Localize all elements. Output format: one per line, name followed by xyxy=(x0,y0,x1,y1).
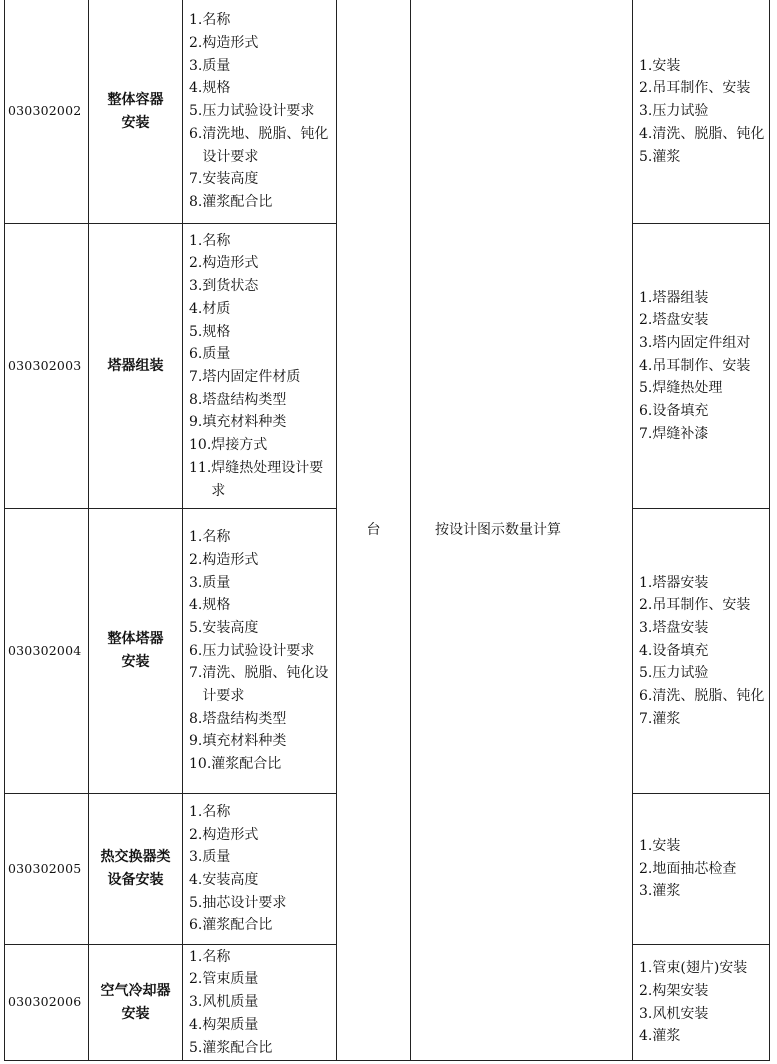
feature-text: 规格 xyxy=(202,80,231,97)
work-number: 2. xyxy=(639,860,653,877)
work-item xyxy=(639,1025,765,1048)
feature-item xyxy=(189,662,332,707)
work-number: 7. xyxy=(639,710,653,727)
feature-text: 规格 xyxy=(202,597,231,614)
feature-number: 1. xyxy=(189,232,203,249)
feature-text: 压力试验设计要求 xyxy=(202,642,315,659)
feature-number: 8. xyxy=(189,193,203,210)
work-text: 地面抽芯检查 xyxy=(652,860,737,877)
feature-number: 1. xyxy=(189,948,203,965)
feature-number: 3. xyxy=(189,994,203,1011)
item-name xyxy=(89,0,183,224)
feature-text: 名称 xyxy=(202,232,231,249)
feature-text: 构造形式 xyxy=(202,551,259,568)
work-text: 压力试验 xyxy=(652,665,709,682)
work-text: 清洗、脱脂、钝化 xyxy=(652,688,765,705)
item-features xyxy=(183,0,337,224)
item-name-line: 整体容器 xyxy=(107,91,164,108)
work-text: 焊缝补漆 xyxy=(652,425,709,442)
feature-number: 5. xyxy=(189,323,203,340)
feature-item xyxy=(189,457,332,502)
feature-item xyxy=(189,321,332,344)
item-code: 030302004 xyxy=(5,509,89,794)
work-number: 1. xyxy=(639,837,653,854)
feature-item xyxy=(189,366,332,389)
feature-text: 安装高度 xyxy=(202,619,259,636)
work-text: 塔盘安装 xyxy=(652,619,709,636)
feature-number: 9. xyxy=(189,733,203,750)
work-text: 灌浆 xyxy=(652,710,681,727)
work-item xyxy=(639,423,765,446)
work-item xyxy=(639,77,765,100)
feature-number: 1. xyxy=(189,803,203,820)
work-number: 3. xyxy=(639,883,653,900)
work-number: 4. xyxy=(639,125,653,142)
feature-item xyxy=(189,298,332,321)
feature-number: 1. xyxy=(189,12,203,29)
feature-text: 灌浆配合比 xyxy=(202,193,273,210)
item-code: 030302005 xyxy=(5,794,89,945)
feature-item xyxy=(189,968,332,991)
feature-item xyxy=(189,191,332,214)
item-features xyxy=(183,224,337,509)
feature-number: 2. xyxy=(189,971,203,988)
feature-item xyxy=(189,230,332,253)
work-text: 压力试验 xyxy=(652,103,709,120)
feature-text: 焊缝热处理设计要求 xyxy=(211,459,324,499)
feature-item xyxy=(189,100,332,123)
work-number: 5. xyxy=(639,665,653,682)
feature-number: 2. xyxy=(189,35,203,52)
feature-item xyxy=(189,549,332,572)
work-number: 1. xyxy=(639,574,653,591)
work-text: 塔器组装 xyxy=(652,289,709,306)
item-name-line: 空气冷却器 xyxy=(100,982,171,999)
feature-number: 7. xyxy=(189,171,203,188)
feature-number: 2. xyxy=(189,826,203,843)
feature-number: 5. xyxy=(189,1039,203,1056)
work-item xyxy=(639,835,765,858)
work-item xyxy=(639,309,765,332)
feature-number: 9. xyxy=(189,414,203,431)
feature-text: 填充材料种类 xyxy=(202,414,287,431)
work-number: 3. xyxy=(639,334,653,351)
feature-text: 材质 xyxy=(202,300,231,317)
feature-text: 安装高度 xyxy=(202,171,259,188)
feature-text: 塔内固定件材质 xyxy=(202,369,301,385)
feature-number: 7. xyxy=(189,369,203,385)
feature-item xyxy=(189,123,332,168)
work-number: 5. xyxy=(639,148,653,165)
item-name-line: 热交换器类 xyxy=(100,849,171,865)
work-text: 吊耳制作、安装 xyxy=(652,357,751,374)
work-text: 风机安装 xyxy=(652,1005,709,1022)
item-features xyxy=(183,945,337,1061)
feature-number: 6. xyxy=(189,346,203,363)
work-item xyxy=(639,146,765,169)
feature-item xyxy=(189,32,332,55)
feature-item xyxy=(189,434,332,457)
item-name xyxy=(89,224,183,509)
feature-item xyxy=(189,946,332,969)
feature-number: 4. xyxy=(189,872,203,888)
work-number: 2. xyxy=(639,597,653,614)
feature-number: 4. xyxy=(189,1016,203,1033)
feature-text: 质量 xyxy=(202,849,231,866)
work-text: 清洗、脱脂、钝化 xyxy=(652,125,765,142)
feature-text: 名称 xyxy=(202,529,231,546)
feature-text: 塔盘结构类型 xyxy=(202,391,287,408)
feature-item xyxy=(189,168,332,191)
work-number: 2. xyxy=(639,982,653,999)
work-item xyxy=(639,640,765,663)
work-number: 5. xyxy=(639,380,653,397)
feature-item xyxy=(189,846,332,869)
feature-number: 7. xyxy=(189,665,203,682)
work-item xyxy=(639,594,765,617)
feature-number: 11. xyxy=(189,459,212,476)
work-text: 吊耳制作、安装 xyxy=(652,80,751,97)
work-text: 灌浆 xyxy=(652,148,681,165)
feature-text: 构造形式 xyxy=(202,826,259,843)
feature-number: 6. xyxy=(189,917,203,934)
work-content xyxy=(633,224,770,509)
item-name-line: 安装 xyxy=(121,114,150,131)
work-number: 6. xyxy=(639,688,653,705)
item-name-line: 安装 xyxy=(121,654,150,670)
work-item xyxy=(639,617,765,640)
item-code: 030302006 xyxy=(5,945,89,1061)
feature-number: 8. xyxy=(189,710,203,727)
item-code: 030302002 xyxy=(5,0,89,224)
work-number: 4. xyxy=(639,642,653,659)
feature-item xyxy=(189,1014,332,1037)
work-content xyxy=(633,509,770,794)
feature-text: 灌浆配合比 xyxy=(202,1039,273,1056)
work-text: 焊缝热处理 xyxy=(652,380,723,397)
work-text: 塔盘安装 xyxy=(652,312,709,329)
work-number: 1. xyxy=(639,960,653,977)
table-body xyxy=(5,0,770,1061)
work-item xyxy=(639,55,765,78)
work-text: 灌浆 xyxy=(652,1028,681,1045)
work-item xyxy=(639,957,765,980)
quantity-calculation-rule: 按设计图示数量计算 xyxy=(411,0,633,1061)
feature-number: 4. xyxy=(189,597,203,614)
feature-text: 到货状态 xyxy=(202,278,259,295)
work-text: 塔器安装 xyxy=(652,574,709,591)
item-name xyxy=(89,794,183,945)
feature-number: 3. xyxy=(189,849,203,866)
work-text: 安装 xyxy=(652,837,681,854)
feature-text: 清洗、脱脂、钝化设计要求 xyxy=(202,665,329,705)
feature-number: 10. xyxy=(189,437,212,454)
feature-text: 名称 xyxy=(202,12,231,29)
work-text: 设备填充 xyxy=(652,403,709,420)
work-item xyxy=(639,572,765,595)
feature-text: 质量 xyxy=(202,574,231,591)
feature-item xyxy=(189,526,332,549)
feature-number: 5. xyxy=(189,103,203,120)
feature-item xyxy=(189,824,332,847)
feature-item xyxy=(189,55,332,78)
work-text: 吊耳制作、安装 xyxy=(652,597,751,614)
work-number: 4. xyxy=(639,357,653,374)
feature-item xyxy=(189,991,332,1014)
feature-item xyxy=(189,801,332,824)
work-item xyxy=(639,100,765,123)
work-content xyxy=(633,945,770,1061)
feature-number: 1. xyxy=(189,529,203,546)
item-features xyxy=(183,794,337,945)
feature-item xyxy=(189,572,332,595)
work-item xyxy=(639,377,765,400)
feature-item xyxy=(189,730,332,753)
feature-text: 质量 xyxy=(202,346,231,363)
item-features xyxy=(183,509,337,794)
feature-number: 6. xyxy=(189,642,203,659)
work-text: 灌浆 xyxy=(652,883,681,900)
work-text: 管束(翅片)安装 xyxy=(652,960,748,977)
measurement-unit: 台 xyxy=(337,0,411,1061)
table-row xyxy=(5,0,770,224)
feature-text: 清洗地、脱脂、钝化设计要求 xyxy=(202,125,329,165)
work-content xyxy=(633,794,770,945)
feature-number: 6. xyxy=(189,125,203,142)
work-number: 4. xyxy=(639,1028,653,1045)
work-item xyxy=(639,662,765,685)
work-item xyxy=(639,123,765,146)
feature-number: 5. xyxy=(189,619,203,636)
work-item xyxy=(639,400,765,423)
feature-number: 3. xyxy=(189,57,203,74)
feature-item xyxy=(189,708,332,731)
item-name-line: 塔器组装 xyxy=(107,357,164,374)
feature-text: 填充材料种类 xyxy=(202,733,287,750)
feature-text: 名称 xyxy=(202,948,231,965)
work-text: 设备填充 xyxy=(652,642,709,659)
work-item xyxy=(639,1003,765,1026)
feature-text: 构造形式 xyxy=(202,35,259,52)
work-text: 构架安装 xyxy=(652,982,709,999)
item-name-line: 设备安装 xyxy=(107,872,164,888)
work-item xyxy=(639,880,765,903)
feature-item xyxy=(189,275,332,298)
feature-text: 构造形式 xyxy=(202,255,259,272)
work-number: 1. xyxy=(639,289,653,306)
feature-number: 4. xyxy=(189,80,203,97)
feature-number: 2. xyxy=(189,551,203,568)
work-number: 3. xyxy=(639,1005,653,1022)
feature-item xyxy=(189,753,332,776)
feature-text: 灌浆配合比 xyxy=(211,756,282,773)
feature-text: 规格 xyxy=(202,323,231,340)
feature-item xyxy=(189,343,332,366)
work-content xyxy=(633,0,770,224)
item-name-line: 整体塔器 xyxy=(107,631,164,647)
feature-text: 压力试验设计要求 xyxy=(202,103,315,120)
feature-item xyxy=(189,77,332,100)
feature-item xyxy=(189,9,332,32)
feature-text: 灌浆配合比 xyxy=(202,917,273,934)
work-item xyxy=(639,355,765,378)
work-number: 3. xyxy=(639,103,653,120)
work-number: 7. xyxy=(639,425,653,442)
feature-number: 5. xyxy=(189,894,203,911)
feature-text: 构架质量 xyxy=(202,1016,259,1033)
feature-item xyxy=(189,914,332,937)
feature-text: 名称 xyxy=(202,803,231,820)
work-number: 2. xyxy=(639,312,653,329)
feature-number: 3. xyxy=(189,278,203,295)
work-text: 安装 xyxy=(652,57,681,74)
work-number: 2. xyxy=(639,80,653,97)
work-item xyxy=(639,287,765,310)
feature-item xyxy=(189,1037,332,1060)
item-name xyxy=(89,945,183,1061)
work-item xyxy=(639,858,765,881)
feature-item xyxy=(189,892,332,915)
feature-number: 3. xyxy=(189,574,203,591)
work-number: 6. xyxy=(639,403,653,420)
feature-number: 8. xyxy=(189,391,203,408)
feature-item xyxy=(189,411,332,434)
feature-item xyxy=(189,640,332,663)
work-item xyxy=(639,685,765,708)
feature-text: 抽芯设计要求 xyxy=(202,894,287,911)
work-item xyxy=(639,708,765,731)
feature-text: 安装高度 xyxy=(202,872,259,888)
feature-number: 10. xyxy=(189,756,212,773)
item-name-line: 安装 xyxy=(121,1005,150,1022)
feature-text: 风机质量 xyxy=(202,994,259,1011)
work-number: 1. xyxy=(639,57,653,74)
item-name xyxy=(89,509,183,794)
feature-item xyxy=(189,389,332,412)
feature-number: 2. xyxy=(189,255,203,272)
feature-item xyxy=(189,617,332,640)
feature-text: 管束质量 xyxy=(202,971,259,988)
feature-text: 焊接方式 xyxy=(211,437,268,454)
item-code: 030302003 xyxy=(5,224,89,509)
feature-item xyxy=(189,252,332,275)
feature-text: 质量 xyxy=(202,57,231,74)
work-item xyxy=(639,980,765,1003)
bill-of-quantities-table xyxy=(4,0,770,1061)
work-text: 塔内固定件组对 xyxy=(652,334,751,351)
feature-item xyxy=(189,869,332,892)
feature-text: 塔盘结构类型 xyxy=(202,710,287,727)
feature-number: 4. xyxy=(189,300,203,317)
work-item xyxy=(639,332,765,355)
work-number: 3. xyxy=(639,619,653,636)
feature-item xyxy=(189,594,332,617)
